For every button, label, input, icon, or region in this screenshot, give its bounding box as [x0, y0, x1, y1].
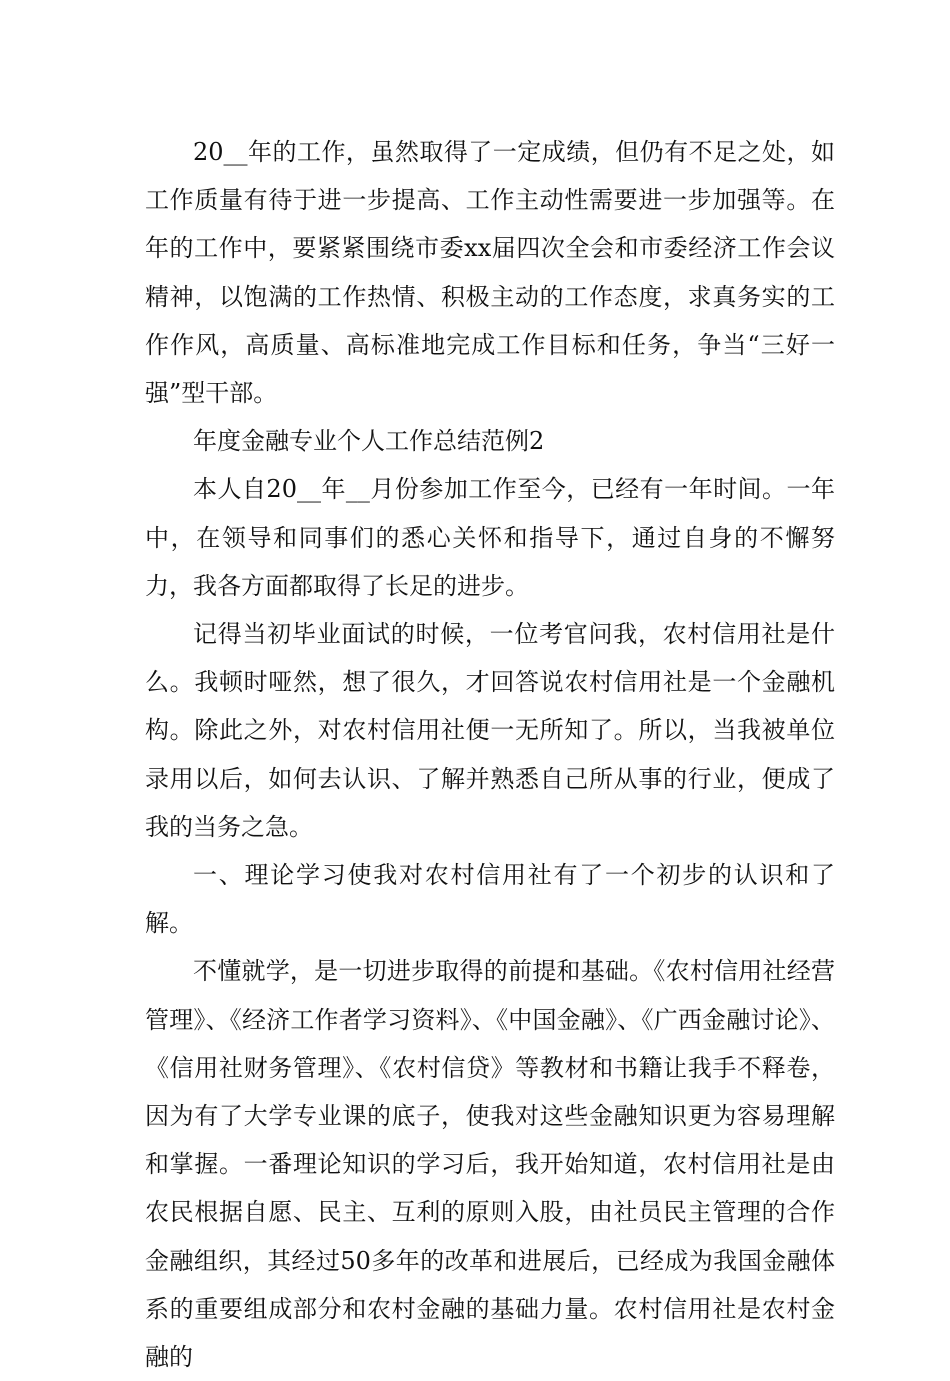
paragraph-interview: 记得当初毕业面试的时候，一位考官问我，农村信用社是什么。我顿时哑然，想了很久，才回答说农村信用社是一个金融机构。除此之外，对农村信用社便一无所知了。所以，当我被单位录用以后，如何去认识、了解并熟悉自己所从事的行业，便成了我的当务之急。 — [145, 620, 835, 841]
paragraph-work-summary: 20__年的工作，虽然取得了一定成绩，但仍有不足之处，如工作质量有待于进一步提高、工作主动性需要进一步加强等。在年的工作中，要紧紧围绕市委xx届四次全会和市委经济工作会议精神，以饱满的工作热情、积极主动的工作态度，求真务实的工作作风，高质量、高标准地完成工作目标和任务，争当“三好一强”型干部。 — [145, 138, 835, 408]
heading-theory-study: 一、理论学习使我对农村信用社有了一个初步的认识和了解。 — [145, 861, 835, 938]
document-page — [145, 128, 835, 1381]
paragraph-intro: 本人自20__年__月份参加工作至今，已经有一年时间。一年中，在领导和同事们的悉心关怀和指导下，通过自身的不懈努力，我各方面都取得了长足的进步。 — [145, 475, 835, 600]
paragraph-learning: 不懂就学，是一切进步取得的前提和基础。《农村信用社经营管理》、《经济工作者学习资料》、《中国金融》、《广西金融讨论》、《信用社财务管理》、《农村信贷》等教材和书籍让我手不释卷，因为有了大学专业课的底子，使我对这些金融知识更为容易理解和掌握。一番理论知识的学习后，我开始知道，农村信用社是由农民根据自愿、民主、互利的原则入股，由社员民主管理的合作金融组织，其经过50多年的改革和进展后，已经成为我国金融体系的重要组成部分和农村金融的基础力量。农村信用社是农村金融的 — [145, 957, 835, 1372]
section-title-example-2: 年度金融专业个人工作总结范例2 — [193, 427, 545, 456]
